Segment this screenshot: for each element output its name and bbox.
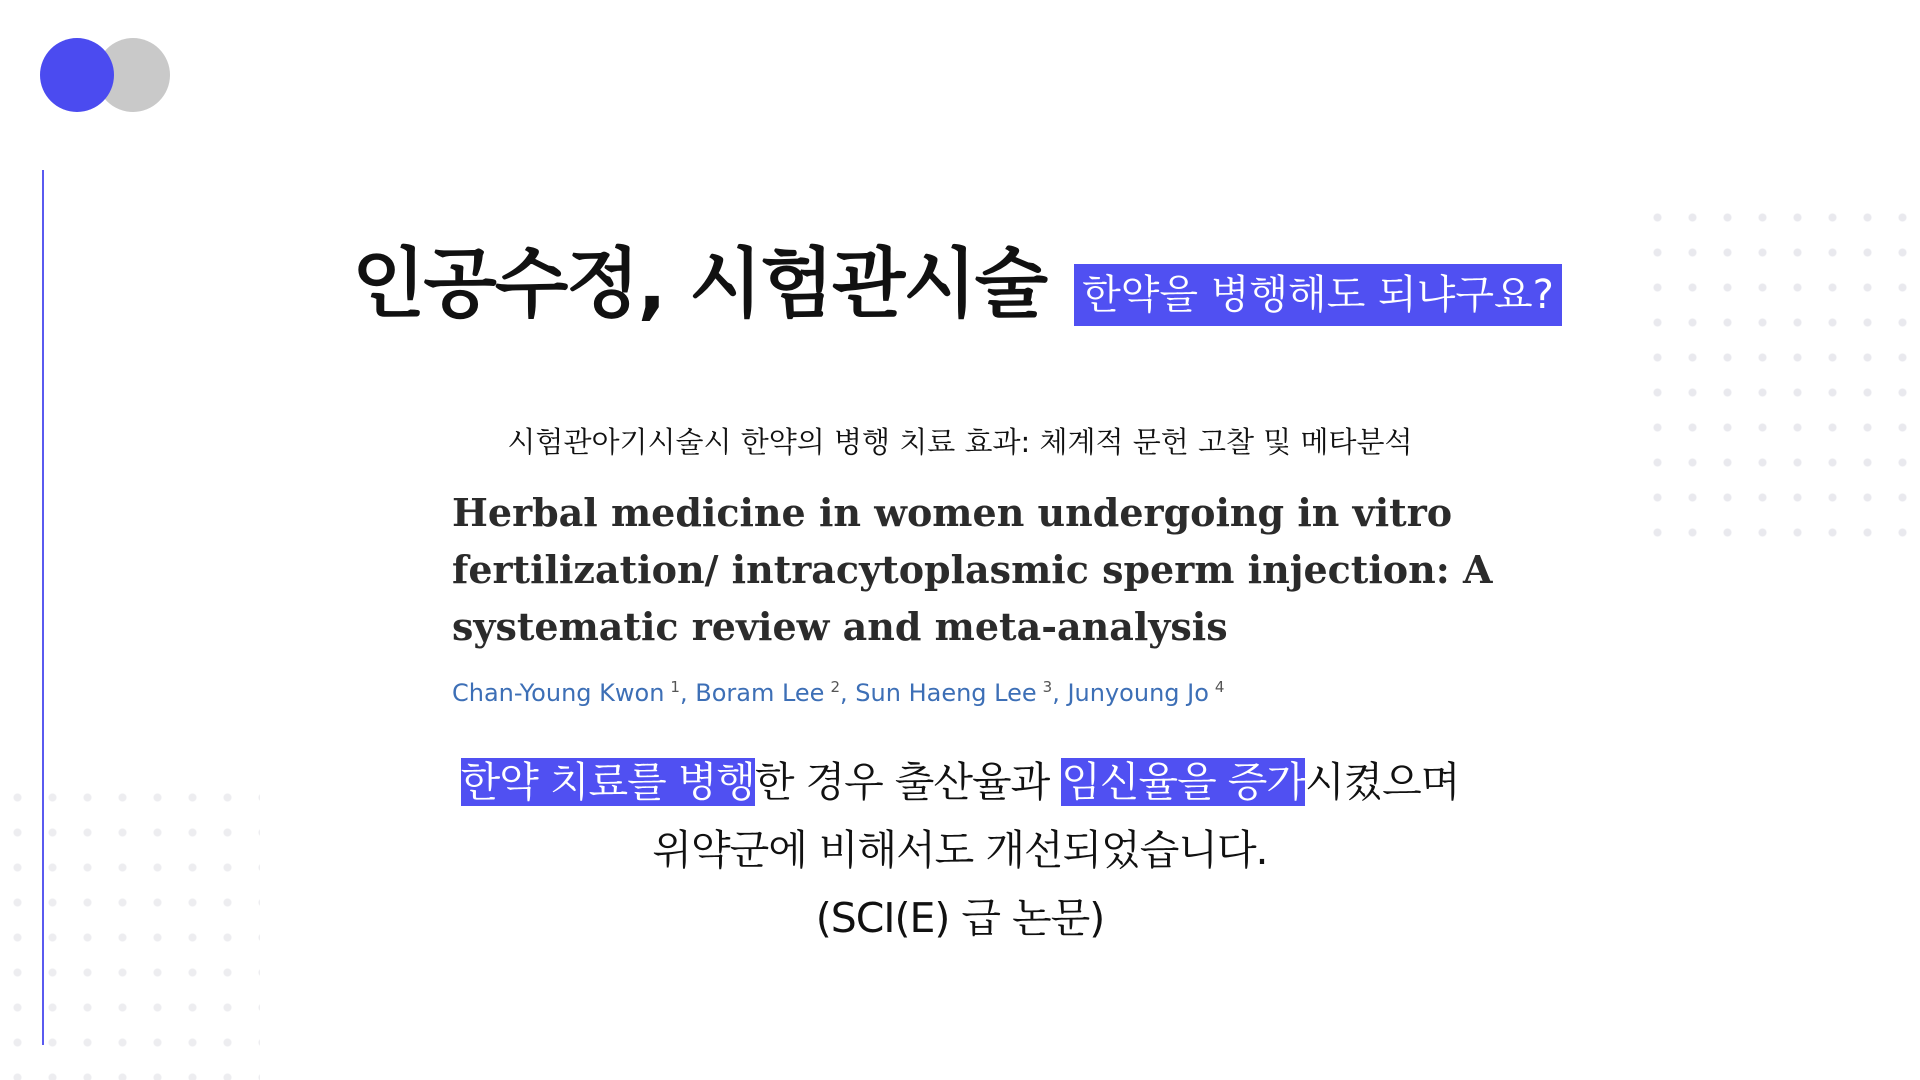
author-name[interactable]: Chan-Young Kwon bbox=[452, 679, 665, 707]
paper-title-line: Herbal medicine in women undergoing in vitro bbox=[452, 490, 1453, 535]
author-separator: , bbox=[840, 679, 848, 707]
paper-title bbox=[452, 484, 1552, 655]
highlight-pregnancy-rate: 임신율을 증가 bbox=[1061, 758, 1305, 806]
summary-line-1 bbox=[0, 748, 1920, 816]
author-name[interactable]: Boram Lee bbox=[695, 679, 825, 707]
author-name[interactable]: Sun Haeng Lee bbox=[855, 679, 1037, 707]
summary-text-segment: 한 경우 출산율과 bbox=[754, 758, 1062, 806]
paper-title-line: fertilization/ intracytoplasmic sperm injection: A bbox=[452, 547, 1493, 592]
summary-text bbox=[0, 748, 1920, 952]
paper-korean-title: 시험관아기시술시 한약의 병행 치료 효과: 체계적 문헌 고찰 및 메타분석 bbox=[507, 425, 1413, 459]
dot-pattern-top-right bbox=[1640, 200, 1920, 540]
author-list bbox=[452, 678, 1224, 707]
author-ref[interactable]: 4 bbox=[1214, 678, 1225, 696]
page-title: 인공수정, 시험관시술 bbox=[352, 239, 1047, 328]
summary-line-3: (SCI(E) 급 논문) bbox=[815, 894, 1105, 942]
summary-line-2: 위약군에 비해서도 개선되었습니다. bbox=[652, 826, 1268, 874]
logo-blue-circle bbox=[40, 38, 114, 112]
summary-text-segment: 시켰으며 bbox=[1304, 758, 1460, 806]
author-name[interactable]: Junyoung Jo bbox=[1067, 679, 1209, 707]
author-ref[interactable]: 2 bbox=[830, 678, 840, 696]
author-ref[interactable]: 3 bbox=[1042, 678, 1053, 696]
author-separator: , bbox=[1052, 679, 1060, 707]
author-separator: , bbox=[679, 679, 688, 707]
logo bbox=[40, 38, 170, 114]
author-ref[interactable]: 1 bbox=[670, 678, 680, 696]
paper-title-line: systematic review and meta-analysis bbox=[452, 604, 1228, 649]
question-tag: 한약을 병행해도 되냐구요? bbox=[1074, 264, 1562, 326]
highlight-herbal-treatment: 한약 치료를 병행 bbox=[460, 758, 755, 806]
